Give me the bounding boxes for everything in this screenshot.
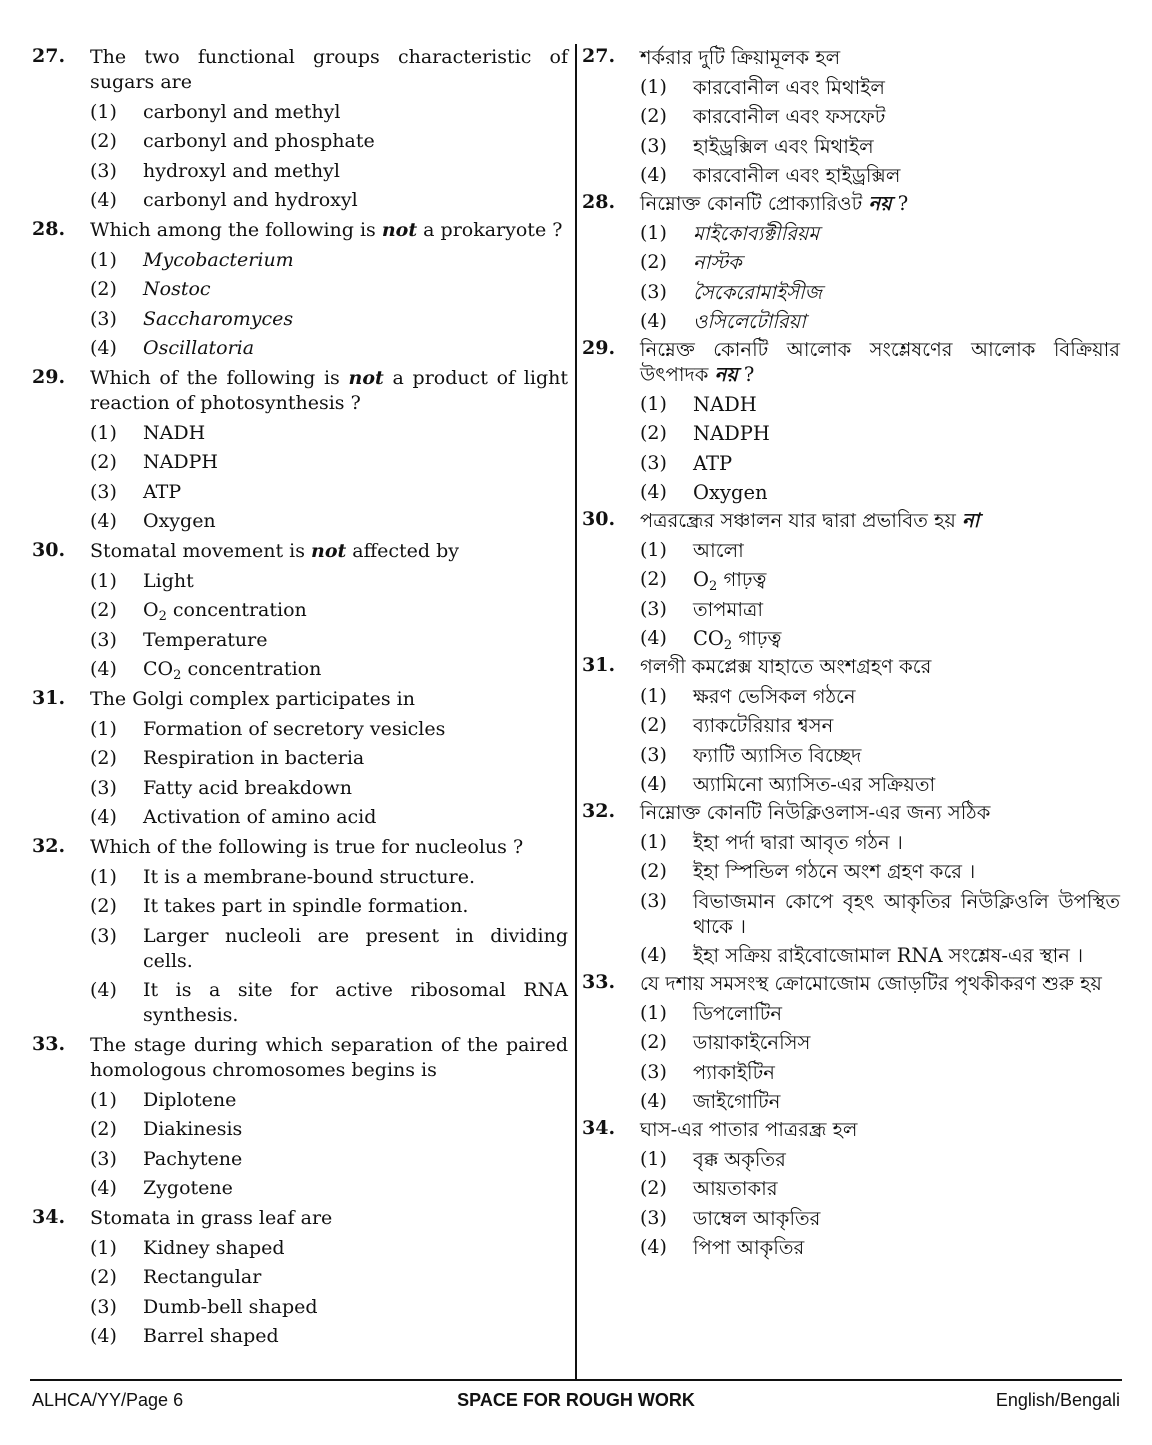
question-text: যে দশায় সমসংস্থ ক্রোমোজোম জোড়টির পৃথকীকরণ শুরু হয় bbox=[640, 972, 1102, 995]
option: (3) Temperature bbox=[90, 628, 268, 651]
option: (4) Oxygen bbox=[640, 481, 768, 504]
question-text: The stage during which separation of the paired homologous chromosomes begins is bbox=[90, 1034, 568, 1081]
question-number: 31. bbox=[32, 687, 66, 709]
option: (2) $O_2$ গাঢ়ত্ব bbox=[640, 568, 767, 594]
question-27-en bbox=[32, 44, 568, 213]
option: (4) $CO_2$ গাঢ়ত্ব bbox=[640, 627, 782, 653]
question-31-en bbox=[32, 686, 568, 830]
option: (3) বিভাজমান কোপে বৃহৎ আকৃতির নিউক্লিওলি উপস্থিত থাকে । bbox=[640, 889, 1120, 938]
option: (1) Diplotene bbox=[90, 1088, 237, 1111]
question-number: 34. bbox=[32, 1206, 66, 1228]
option: (1) It is a membrane-bound structure. bbox=[90, 865, 476, 888]
option: (2) It takes part in spindle formation. bbox=[90, 895, 469, 917]
question-30-en bbox=[32, 538, 568, 682]
question-text: Stomatal movement is not affected by bbox=[90, 540, 459, 562]
option: (4) ইহা সক্রিয় রাইবোজোমাল RNA সংশ্লেষ-এর স্থান । bbox=[640, 944, 1084, 967]
option: (3) Saccharomyces bbox=[90, 307, 294, 330]
question-number: 27. bbox=[32, 45, 66, 67]
question-34-en bbox=[32, 1205, 568, 1349]
option: (4) Barrel shaped bbox=[90, 1325, 279, 1347]
option: (1) মাইকোব্যক্টীরিয়ম bbox=[640, 221, 820, 245]
option: (1) NADH bbox=[640, 392, 757, 416]
option: (1) NADH bbox=[90, 421, 206, 444]
question-27-bn bbox=[582, 44, 1120, 188]
question-text: নিম্নোক্ত কোনটি প্রোক্যারিওট নয় ? bbox=[640, 192, 909, 215]
question-text: Which among the following is not a prokaryote ? bbox=[90, 219, 563, 241]
question-32-en bbox=[32, 834, 568, 1028]
option: (2) ইহা স্পিন্ডিল গঠনে অংশ গ্রহণ করে । bbox=[640, 860, 976, 883]
option: (4) পিপা আকৃতির bbox=[640, 1236, 805, 1259]
option: (3) হাইড্রক্সিল এবং মিথাইল bbox=[640, 134, 874, 158]
question-text: পত্ররন্ধ্রের সঞ্চালন যার দ্বারা প্রভাবিত হয় না bbox=[640, 509, 980, 532]
question-32-bn bbox=[582, 799, 1120, 968]
question-number: 27. bbox=[582, 45, 616, 67]
question-28-en bbox=[32, 217, 568, 361]
option: (4) অ্যামিনো অ্যাসিত-এর সক্রিয়তা bbox=[640, 773, 936, 796]
option: (2) $O_2$ concentration bbox=[90, 599, 307, 624]
option: (3) Dumb-bell shaped bbox=[90, 1295, 318, 1318]
question-text: Stomata in grass leaf are bbox=[90, 1207, 333, 1229]
option: (2) Nostoc bbox=[90, 278, 211, 300]
question-30-bn bbox=[582, 507, 1120, 651]
option: (4) Oscillatoria bbox=[90, 337, 255, 359]
option: (4) $CO_2$ concentration bbox=[90, 658, 322, 683]
question-text: Which of the following is not a product of light reaction of photosynthesis ? bbox=[90, 367, 568, 414]
question-number: 31. bbox=[582, 654, 616, 676]
question-text: নিম্নোক্ত কোনটি নিউক্লিওলাস-এর জন্য সঠিক bbox=[640, 801, 991, 824]
option: (1) ক্ষরণ ভেসিকল গঠনে bbox=[640, 684, 856, 708]
option: (1) আলো bbox=[640, 538, 744, 562]
question-text: The two functional groups characteristic of sugars are bbox=[90, 46, 568, 93]
option: (2) NADPH bbox=[640, 422, 770, 445]
option: (4) It is a site for active ribosomal RNA synthesis. bbox=[90, 979, 568, 1026]
footer-rule bbox=[30, 1379, 1122, 1381]
question-text: নিম্নেক্ত কোনটি আলোক সংশ্লেষণের আলোক বিক্রিয়ার উৎপাদক নয় ? bbox=[640, 338, 1120, 386]
page-code: ALHCA/YY/Page 6 bbox=[32, 1390, 184, 1410]
question-number: 28. bbox=[582, 191, 616, 213]
option: (2) আয়তাকার bbox=[640, 1177, 778, 1200]
question-text: ঘাস-এর পাতার পাত্ররন্ধ্র হল bbox=[640, 1118, 858, 1141]
question-number: 32. bbox=[582, 800, 616, 822]
question-number: 34. bbox=[582, 1117, 616, 1139]
option: (4) Zygotene bbox=[90, 1177, 233, 1199]
option: (2) Rectangular bbox=[90, 1266, 262, 1288]
option: (3) ATP bbox=[90, 480, 182, 503]
question-number: 33. bbox=[32, 1033, 66, 1055]
option: (4) carbonyl and hydroxyl bbox=[90, 189, 358, 211]
option: (1) Formation of secretory vesicles bbox=[90, 717, 446, 740]
question-33-bn bbox=[582, 970, 1120, 1114]
option: (1) ডিপলোটিন bbox=[640, 1001, 783, 1025]
question-number: 29. bbox=[582, 337, 616, 359]
question-text: The Golgi complex participates in bbox=[90, 688, 415, 710]
option: (3) hydroxyl and methyl bbox=[90, 159, 340, 182]
question-text: Which of the following is true for nucleolus ? bbox=[90, 836, 524, 858]
question-29-bn bbox=[582, 336, 1120, 505]
option: (4) ওসিলেটোরিয়া bbox=[640, 310, 806, 333]
page-footer bbox=[32, 1390, 1120, 1414]
question-text: গলগী কমপ্লেক্স যাহাতে অংশগ্রহণ করে bbox=[640, 655, 932, 678]
question-number: 30. bbox=[32, 539, 66, 561]
question-34-bn bbox=[582, 1116, 1120, 1260]
option: (2) NADPH bbox=[90, 451, 218, 473]
question-number: 29. bbox=[32, 366, 66, 388]
option: (3) Larger nucleoli are present in dividing cells. bbox=[90, 924, 568, 972]
option: (1) Kidney shaped bbox=[90, 1236, 285, 1259]
language-label: English/Bengali bbox=[995, 1390, 1120, 1410]
question-number: 30. bbox=[582, 508, 616, 530]
option: (1) বৃক্ক অকৃতির bbox=[640, 1147, 786, 1171]
option: (2) ডায়াকাইনেসিস bbox=[640, 1031, 811, 1054]
option: (2) Diakinesis bbox=[90, 1118, 243, 1140]
option: (3) Pachytene bbox=[90, 1147, 243, 1170]
option: (4) কারবোনীল এবং হাইড্রক্সিল bbox=[640, 164, 901, 187]
option: (4) Oxygen bbox=[90, 510, 216, 532]
bengali-column bbox=[582, 44, 1120, 1262]
option: (3) ফ্যাটি অ্যাসিত বিচ্ছেদ bbox=[640, 743, 862, 767]
question-number: 33. bbox=[582, 971, 616, 993]
option: (3) ডাম্বেল আকৃতির bbox=[640, 1206, 821, 1230]
option: (3) প্যাকাইটিন bbox=[640, 1060, 775, 1084]
question-29-en bbox=[32, 365, 568, 534]
option: (3) সৈকেরোমাইসীজ bbox=[640, 280, 822, 304]
option: (1) কারবোনীল এবং মিথাইল bbox=[640, 75, 885, 99]
option: (2) ব্যাকটেরিয়ার শ্বসন bbox=[640, 714, 834, 737]
option: (1) carbonyl and methyl bbox=[90, 100, 341, 123]
question-number: 32. bbox=[32, 835, 66, 857]
option: (3) Fatty acid breakdown bbox=[90, 776, 352, 799]
rough-work-label: SPACE FOR ROUGH WORK bbox=[457, 1390, 695, 1410]
option: (4) Activation of amino acid bbox=[90, 806, 377, 828]
option: (2) কারবোনীল এবং ফসফেট bbox=[640, 105, 886, 128]
question-28-bn bbox=[582, 190, 1120, 334]
question-33-en bbox=[32, 1032, 568, 1201]
option: (1) Light bbox=[90, 569, 194, 592]
english-column bbox=[32, 44, 568, 1353]
option: (2) Respiration in bacteria bbox=[90, 747, 365, 769]
option: (2) carbonyl and phosphate bbox=[90, 130, 375, 152]
option: (4) জাইগোটিন bbox=[640, 1090, 781, 1113]
option: (2) নাস্টক bbox=[640, 251, 742, 274]
question-text: শর্করার দুটি ক্রিয়ামূলক হল bbox=[640, 46, 841, 69]
option: (3) ATP bbox=[640, 451, 733, 475]
question-31-bn bbox=[582, 653, 1120, 797]
option: (1) Mycobacterium bbox=[90, 248, 294, 271]
column-divider bbox=[575, 44, 577, 1380]
option: (3) তাপমাত্রা bbox=[640, 597, 763, 621]
option: (1) ইহা পর্দা দ্বারা আবৃত গঠন । bbox=[640, 830, 903, 854]
question-number: 28. bbox=[32, 218, 66, 240]
